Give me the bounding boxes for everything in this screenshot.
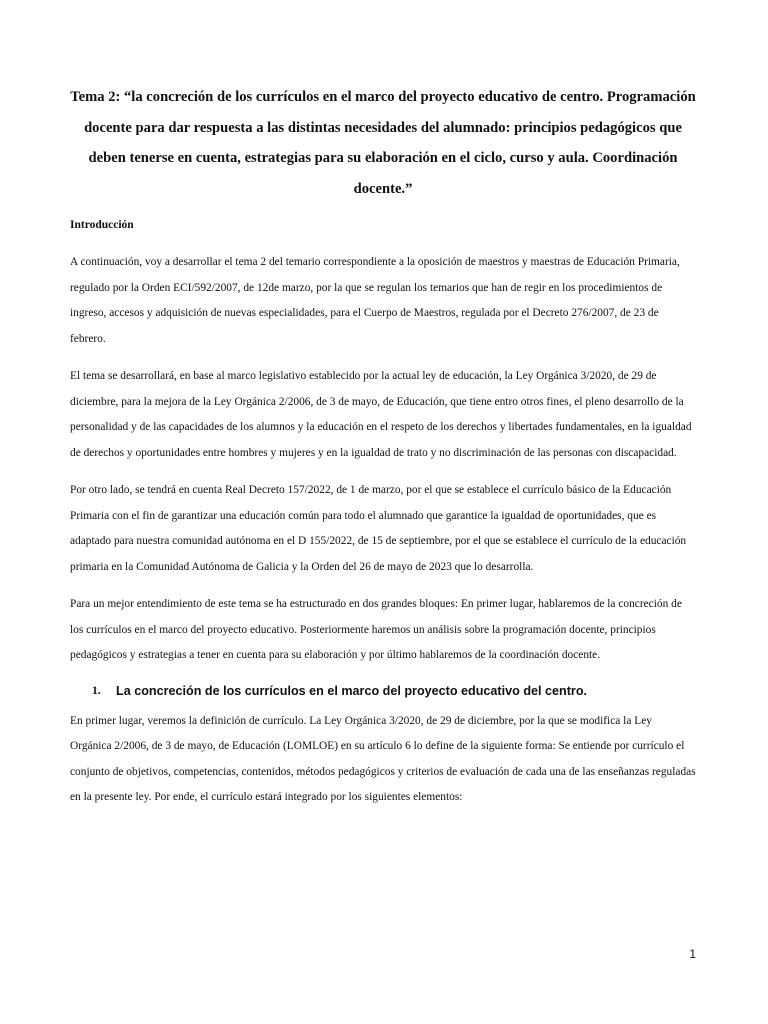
section-1-heading (70, 681, 696, 701)
document-title: Tema 2: “la concreción de los currículos en el marco del proyecto educativo de centro. Programación docente para dar respuesta a las distintas necesidades del alumnado: principios pedagógicos que deben tenerse en cuenta, estrategias para su elaboración en el ciclo, curso y aula. Coordinación docente.” (70, 89, 696, 197)
intro-paragraph-2: El tema se desarrollará, en base al marco legislativo establecido por la actual ley de educación, la Ley Orgánica 3/2020, de 29 de diciembre, para la mejora de la Ley Orgánica 2/2006, de 3 de mayo, de Educación, que tiene entro otros fines, el pleno desarrollo de la personalidad y de las capacidades de los alumnos y la educación en el respeto de los derechos y libertades fundamentales, en la igualdad de derechos y oportunidades entre hombres y mujeres y en la igualdad de trato y no discriminación de las personas con discapacidad. (70, 370, 692, 459)
intro-paragraph-4: Para un mejor entendimiento de este tema se ha estructurado en dos grandes bloques: En primer lugar, hablaremos de la concreción de los currículos en el marco del proyecto educativo. Posteriormente haremos un análisis sobre la programación docente, principios pedagógicos y estrategias a tener en cuenta para su elaboración y por último hablaremos de la coordinación docente. (70, 598, 682, 661)
intro-paragraph-3: Por otro lado, se tendrá en cuenta Real Decreto 157/2022, de 1 de marzo, por el que se establece el currículo básico de la Educación Primaria con el fin de garantizar una educación común para todo el alumnado que garantice la igualdad de oportunidades, que es adaptado para nuestra comunidad autónoma en el D 155/2022, de 15 de septiembre, por el que se establece el currículo de la educación primaria en la Comunidad Autónoma de Galicia y la Orden del 26 de mayo de 2023 que lo desarrolla. (70, 484, 687, 573)
intro-paragraph-1: A continuación, voy a desarrollar el tema 2 del temario correspondiente a la oposición de maestros y maestras de Educación Primaria, regulado por la Orden ECI/592/2007, de 12de marzo, por la que se regulan los temarios que han de regir en los procedimientos de ingreso, accesos y adquisición de nuevas especialidades, para el Cuerpo de Maestros, regulada por el Decreto 276/2007, de 23 de febrero. (70, 256, 680, 345)
intro-heading: Introducción (70, 219, 134, 231)
section-1-number: 1. (92, 684, 101, 697)
section-1-paragraph: En primer lugar, veremos la definición de currículo. La Ley Orgánica 3/2020, de 29 de diciembre, por la que se modifica la Ley Orgánica 2/2006, de 3 de mayo, de Educación (LOMLOE) en su artículo 6 lo define de la siguiente forma: Se entiende por currículo el conjunto de objetivos, competencias, contenidos, métodos pedagógicos y criterios de evaluación de cada una de las enseñanzas reguladas en la presente ley. Por ende, el currículo estará integrado por los siguientes elementos: (70, 714, 696, 803)
section-1-title: La concreción de los currículos en el marco del proyecto educativo del centro. (116, 683, 588, 698)
page-number: 1 (689, 947, 696, 961)
